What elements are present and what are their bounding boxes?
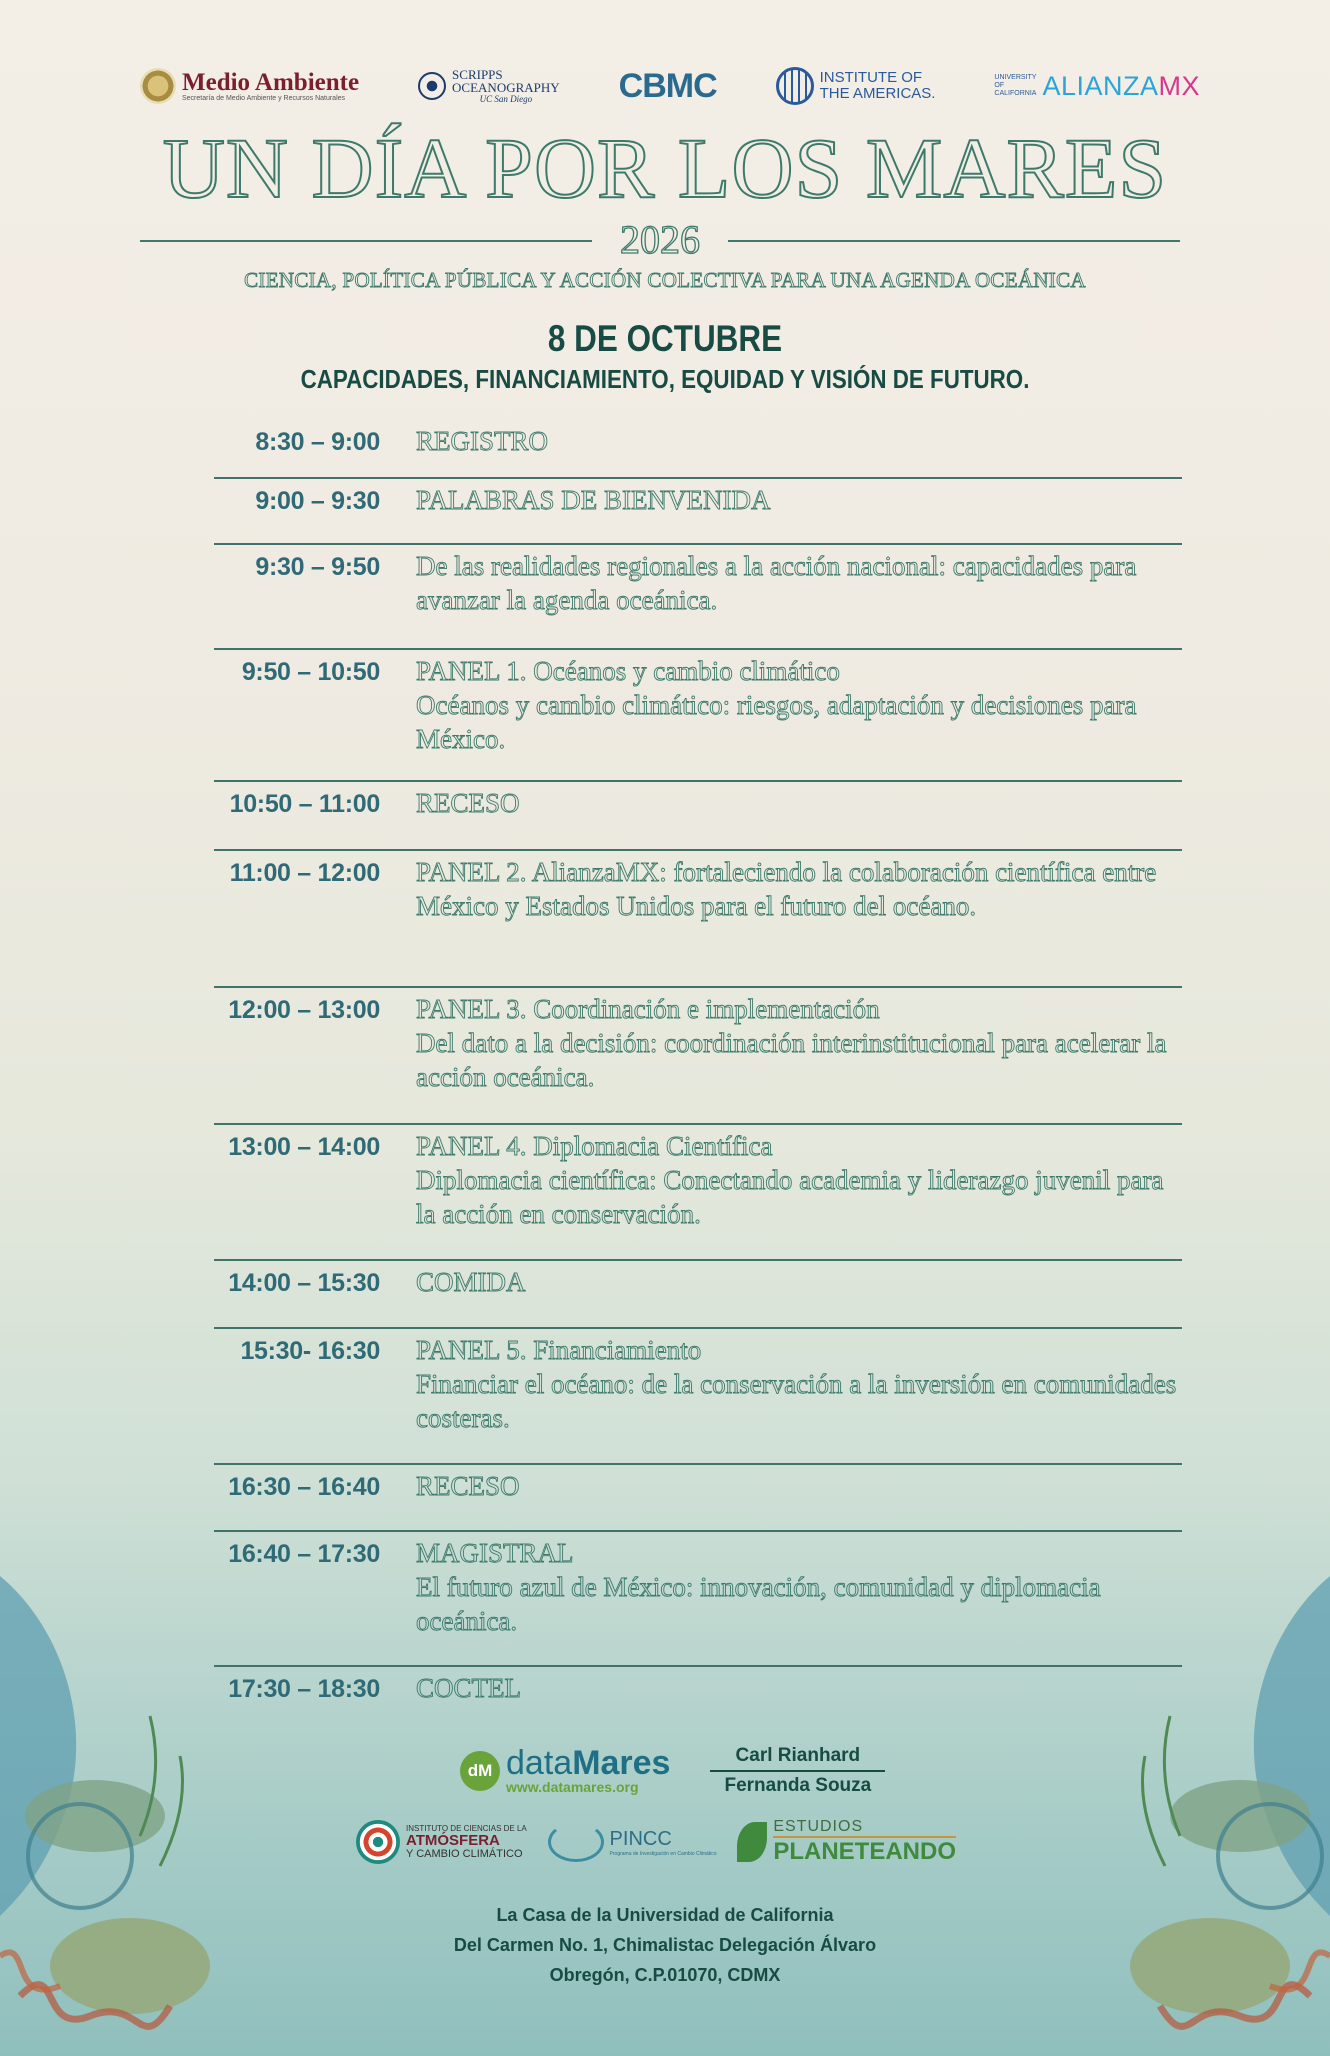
schedule-desc: [416, 420, 1182, 477]
schedule-body: Financiar el océano: de la conservación a la inversión en comunidades costeras.: [416, 1369, 1177, 1433]
uc-line2: OF: [994, 82, 1005, 89]
planeteando-leaf-icon: [737, 1822, 767, 1862]
divider-right: [728, 240, 1180, 242]
schedule-desc: [416, 988, 1182, 1123]
partner-logos: [140, 62, 1200, 110]
schedule-desc: [416, 1532, 1182, 1665]
pincc-leaf-icon: [548, 1822, 604, 1862]
semarnat-subtitle: Secretaría de Medio Ambiente y Recursos Naturales: [182, 95, 346, 102]
address-line: Obregón, C.P.01070, CDMX: [549, 1965, 781, 1985]
schedule-time: 14:00 – 15:30: [228, 1269, 380, 1297]
mexico-seal-icon: [140, 68, 176, 104]
scripps-emblem-icon: [418, 72, 446, 100]
schedule-row: [214, 851, 1182, 988]
schedule-row: [214, 1261, 1182, 1329]
schedule-time: 9:50 – 10:50: [241, 658, 380, 686]
schedule-desc: [416, 545, 1182, 648]
schedule-time: 15:30- 16:30: [240, 1337, 380, 1365]
schedule-desc: [416, 1329, 1182, 1463]
alianza-text: ALIANZA: [1042, 70, 1159, 101]
datamares-logo: [460, 1744, 671, 1795]
sponsor-persons: [710, 1742, 885, 1800]
schedule-time: 16:30 – 16:40: [228, 1473, 380, 1501]
schedule-body: El futuro azul de México: innovación, comunidad y diplomacia oceánica.: [416, 1572, 1101, 1636]
schedule-row: [214, 1667, 1182, 1727]
sponsor-person: Fernanda Souza: [724, 1775, 872, 1796]
schedule-body: Del dato a la decisión: coordinación interinstitucional para acelerar la acción oceánica.: [416, 1028, 1167, 1092]
year-divider: [140, 217, 1180, 262]
semarnat-logo: [140, 68, 359, 104]
schedule-time: 9:00 – 9:30: [255, 487, 380, 515]
event-date: 8 DE OCTUBRE: [547, 318, 783, 359]
event-subtitle: CIENCIA, POLÍTICA PÚBLICA Y ACCIÓN COLECTIVA PARA UNA AGENDA OCEÁNICA: [244, 268, 1086, 292]
atmosfera-line2: Y CAMBIO CLIMÁTICO: [406, 1848, 523, 1860]
schedule-desc: [416, 1261, 1182, 1327]
schedule-desc: [416, 479, 1182, 543]
schedule-row: [214, 420, 1182, 479]
sponsors-row-1: [460, 1742, 885, 1800]
scripps-line1: SCRIPPS: [452, 67, 503, 82]
cbmc-logo: [619, 69, 717, 103]
event-tagline: CAPACIDADES, FINANCIAMIENTO, EQUIDAD Y VISIÓN DE FUTURO.: [300, 364, 1030, 394]
schedule-head: MAGISTRAL: [416, 1538, 574, 1568]
scripps-line3: UC San Diego: [479, 94, 533, 104]
schedule-desc: [416, 1125, 1182, 1259]
schedule-row: [214, 782, 1182, 851]
atmosfera-ring-icon: [356, 1820, 400, 1864]
schedule-head: COMIDA: [416, 1267, 526, 1297]
schedule-time: 9:30 – 9:50: [255, 553, 380, 581]
datamares-name-a: data: [506, 1744, 573, 1782]
schedule-head: PANEL 5. Financiamiento: [416, 1335, 702, 1365]
schedule-head: COCTEL: [416, 1673, 521, 1703]
schedule-desc: [416, 1465, 1182, 1530]
datamares-badge-icon: dM: [460, 1751, 500, 1791]
pincc-logo: [548, 1822, 717, 1862]
uc-line3: CALIFORNIA: [994, 90, 1037, 97]
schedule-time: 10:50 – 11:00: [229, 790, 380, 818]
schedule-row: [214, 479, 1182, 545]
event-year: 2026: [620, 217, 700, 262]
uc-line1: UNIVERSITY: [994, 74, 1037, 81]
venue-address: [0, 1900, 1330, 1990]
schedule-row: [214, 545, 1182, 650]
schedule-time: 16:40 – 17:30: [228, 1540, 380, 1568]
schedule-head: PANEL 2. AlianzaMX: fortaleciendo la colaboración científica entre México y Estados Unidos para el futuro del océano.: [416, 857, 1157, 921]
planeteando-line2: PLANETEANDO: [773, 1838, 956, 1865]
semarnat-name: Medio Ambiente: [182, 69, 360, 96]
planeteando-line1: ESTUDIOS: [773, 1818, 956, 1838]
pincc-sub: Programa de Investigación en Cambio Climático: [609, 1850, 717, 1857]
event-title: UN DÍA POR LOS MARES: [162, 120, 1168, 216]
atmosfera-line1: ATMÓSFERA: [406, 1832, 500, 1849]
schedule-desc: [416, 1667, 1182, 1727]
schedule-body: Diplomacia científica: Conectando academia y liderazgo juvenil para la acción en conservación.: [416, 1165, 1164, 1229]
alianzamx-logo: [994, 71, 1200, 102]
datamares-name: [506, 1744, 671, 1782]
schedule-head: PANEL 3. Coordinación e implementación: [416, 994, 880, 1024]
mx-text: MX: [1158, 70, 1200, 101]
atmosfera-line0: INSTITUTO DE CIENCIAS DE LA: [406, 1824, 527, 1833]
schedule-time: 12:00 – 13:00: [228, 996, 380, 1024]
schedule-row: [214, 1329, 1182, 1465]
schedule-desc: [416, 851, 1182, 986]
schedule-head: RECESO: [416, 1471, 520, 1501]
schedule-desc: [416, 650, 1182, 780]
planeteando-logo: [737, 1818, 956, 1866]
sponsors-row-2: [356, 1818, 956, 1866]
address-line: Del Carmen No. 1, Chimalistac Delegación Álvaro: [453, 1935, 877, 1955]
globe-icon: [776, 67, 814, 105]
schedule-table: [214, 420, 1182, 1727]
schedule-row: [214, 1532, 1182, 1667]
ioa-line1: INSTITUTE OF: [819, 69, 923, 86]
schedule-row: [214, 650, 1182, 782]
datamares-name-b: Mares: [572, 1744, 671, 1782]
alianzamx-name: [1042, 71, 1200, 102]
schedule-head: RECESO: [416, 788, 520, 818]
schedule-head: PANEL 1. Océanos y cambio climático: [416, 656, 840, 686]
atmosfera-logo: [356, 1820, 527, 1864]
schedule-desc: [416, 782, 1182, 849]
address-line: La Casa de la Universidad de California: [496, 1905, 834, 1925]
institute-of-americas-logo: [776, 67, 936, 105]
sponsor-person: Carl Rianhard: [710, 1742, 885, 1772]
schedule-head: De las realidades regionales a la acción nacional: capacidades para avanzar la agenda oceánica.: [416, 551, 1137, 615]
schedule-time: 11:00 – 12:00: [229, 859, 380, 887]
schedule-head: PANEL 4. Diplomacia Científica: [416, 1131, 773, 1161]
schedule-time: 13:00 – 14:00: [228, 1133, 380, 1161]
scripps-logo: [418, 68, 560, 104]
schedule-head: PALABRAS DE BIENVENIDA: [416, 485, 771, 515]
cbmc-name: CBMC: [618, 67, 717, 105]
pincc-name: PINCC: [609, 1827, 672, 1850]
schedule-row: [214, 988, 1182, 1125]
schedule-time: 17:30 – 18:30: [228, 1675, 380, 1703]
ioa-line2: THE AMERICAS.: [819, 85, 936, 102]
schedule-row: [214, 1465, 1182, 1532]
schedule-head: REGISTRO: [416, 426, 549, 456]
schedule-time: 8:30 – 9:00: [255, 428, 380, 456]
datamares-url: www.datamares.org: [506, 1779, 639, 1795]
schedule-body: Océanos y cambio climático: riesgos, adaptación y decisiones para México.: [416, 690, 1137, 754]
schedule-row: [214, 1125, 1182, 1261]
scripps-line2: OCEANOGRAPHY: [452, 80, 560, 95]
